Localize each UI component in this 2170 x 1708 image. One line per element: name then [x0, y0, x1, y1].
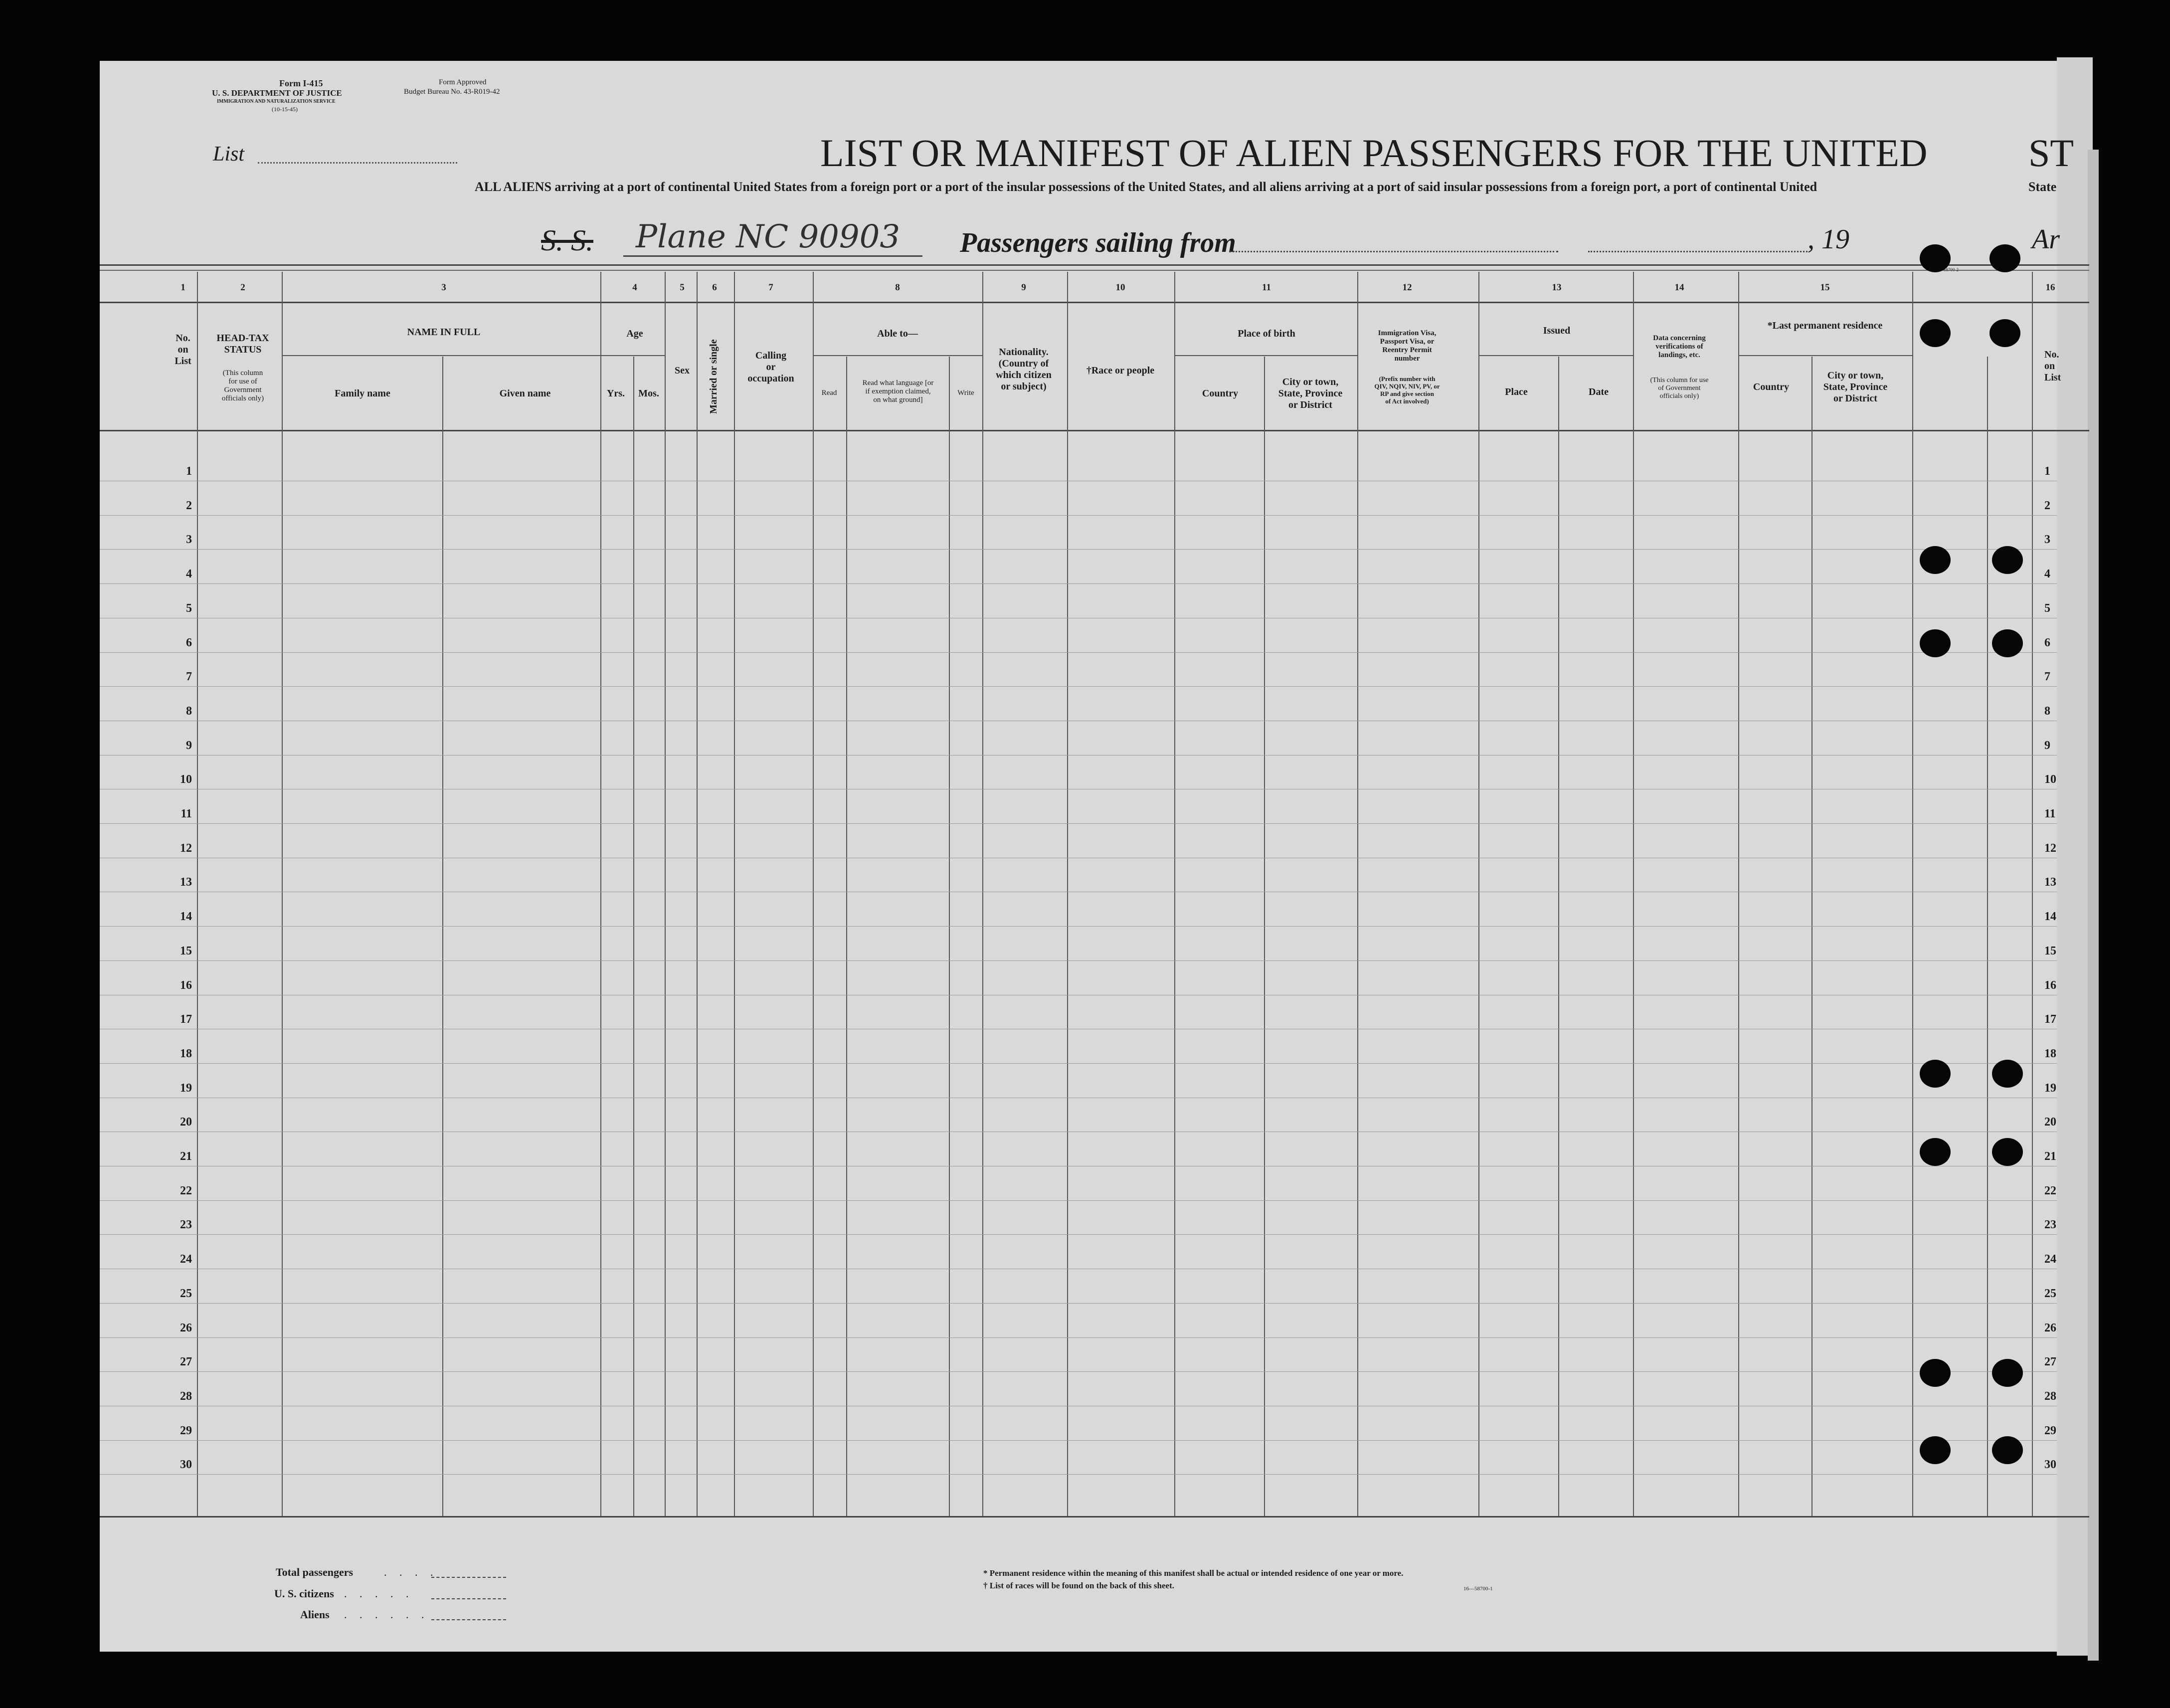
column-number: 16: [2045, 282, 2055, 293]
top-rule: [100, 264, 2089, 266]
table-row[interactable]: [197, 978, 2032, 1010]
column-number: 3: [441, 282, 446, 293]
subheader-rule: [813, 355, 982, 356]
table-row[interactable]: [197, 738, 2032, 770]
row-number: 20: [180, 1116, 192, 1129]
column-number: 15: [1820, 282, 1830, 293]
header-married: Married or single: [708, 339, 719, 414]
vessel-underline: [623, 255, 922, 257]
citizens-dots: . . . . .: [344, 1587, 414, 1600]
table-row[interactable]: [197, 772, 2032, 804]
row-number-right: 20: [2044, 1116, 2056, 1129]
row-number: 7: [186, 670, 192, 683]
table-row[interactable]: [197, 875, 2032, 907]
table-row[interactable]: [197, 567, 2032, 599]
table-row[interactable]: [197, 806, 2032, 839]
column-number: 4: [632, 282, 637, 293]
row-number-right: 14: [2044, 910, 2056, 923]
column-number: 13: [1552, 282, 1562, 293]
manifest-title: LIST OR MANIFEST OF ALIEN PASSENGERS FOR THE UNITED: [820, 131, 1928, 175]
note-residence: * Permanent residence within the meaning of this manifest shall be actual or intended residence of one year or more.: [983, 1568, 1404, 1578]
vessel-prefix: S. S.: [541, 224, 593, 257]
top-rule-2: [100, 270, 2089, 271]
header-visa-note: (Prefix number with QIV, NQIV, NIV, PV, or RP and give section of Act involved): [1374, 375, 1440, 405]
row-number-right: 3: [2044, 533, 2050, 546]
table-row[interactable]: [197, 1354, 2032, 1387]
row-number: 27: [180, 1355, 192, 1368]
row-number-right: 6: [2044, 636, 2050, 649]
row-number: 10: [180, 773, 192, 786]
row-number-right: 15: [2044, 945, 2056, 957]
header-head-tax: HEAD-TAX STATUS: [216, 333, 269, 355]
row-number-right: 22: [2044, 1184, 2056, 1197]
row-number: 15: [180, 945, 192, 957]
table-row[interactable]: [197, 944, 2032, 976]
header-given-name: Given name: [499, 388, 551, 399]
list-label: List: [213, 143, 245, 166]
column-number: 2: [240, 282, 245, 293]
row-number-right: 1: [2044, 465, 2050, 478]
column-number: 10: [1115, 282, 1125, 293]
header-last-residence: *Last permanent residence: [1767, 320, 1883, 331]
table-row[interactable]: [197, 635, 2032, 668]
column-number: 11: [1262, 282, 1271, 293]
subheader-rule: [1174, 355, 1357, 356]
header-age-yrs: Yrs.: [606, 388, 625, 399]
header-name-in-full: NAME IN FULL: [407, 327, 481, 338]
row-number-right: 19: [2044, 1082, 2056, 1095]
row-number: 19: [180, 1082, 192, 1095]
header-family-name: Family name: [335, 388, 390, 399]
row-number: 13: [180, 876, 192, 889]
row-number-right: 25: [2044, 1287, 2056, 1300]
row-number-right: 12: [2044, 842, 2056, 855]
row-number: 26: [180, 1322, 192, 1334]
header-pob-country: Country: [1202, 388, 1239, 399]
row-number-right: 16: [2044, 979, 2056, 992]
column-number: 9: [1021, 282, 1026, 293]
header-lr-city: City or town, State, Province or District: [1823, 370, 1888, 404]
column-number: 7: [768, 282, 773, 293]
print-code-bottom: 16—58700-1: [1463, 1586, 1493, 1592]
header-age: Age: [626, 328, 643, 339]
binder-hole: [1989, 244, 2020, 272]
header-rule: [100, 302, 2089, 303]
table-row[interactable]: [197, 1389, 2032, 1421]
instructions-continued: State: [2028, 180, 2057, 194]
row-number-right: 17: [2044, 1013, 2056, 1026]
row-number-right: 27: [2044, 1355, 2056, 1368]
budget-number: Budget Bureau No. 43-R019-42: [404, 88, 500, 96]
us-citizens-field[interactable]: [431, 1598, 506, 1599]
header-nationality: Nationality. (Country of which citizen or subject): [996, 347, 1052, 392]
header-write: Write: [957, 389, 974, 397]
row-number: 12: [180, 842, 192, 855]
row-number-right: 11: [2044, 807, 2056, 820]
aliens-field[interactable]: [431, 1619, 506, 1620]
header-issued: Issued: [1543, 325, 1571, 336]
header-race: †Race or people: [1086, 365, 1155, 376]
row-number-right: 8: [2044, 705, 2050, 718]
sailing-date-field[interactable]: [1588, 251, 1808, 252]
header-issued-date: Date: [1589, 386, 1609, 397]
row-number: 5: [186, 602, 192, 615]
row-number-right: 13: [2044, 876, 2056, 889]
row-number-right: 9: [2044, 739, 2050, 752]
binder-hole: [1992, 1359, 2023, 1387]
binder-hole: [1992, 1060, 2023, 1088]
manifest-title-continued: ST: [2028, 131, 2074, 175]
column-divider: [2032, 272, 2033, 1516]
header-bottom-rule: [100, 430, 2089, 431]
page-edge: [2088, 150, 2099, 1661]
column-number: 6: [712, 282, 717, 293]
subheader-rule: [282, 355, 600, 356]
row-number: 25: [180, 1287, 192, 1300]
row-number: 28: [180, 1390, 192, 1403]
row-number-right: 28: [2044, 1390, 2056, 1403]
row-number: 1: [186, 465, 192, 478]
binder-hole: [1992, 546, 2023, 574]
year-label: , 19: [1808, 224, 1849, 255]
subheader-rule: [1738, 355, 1912, 356]
header-data-note: (This column for use of Government officials only): [1650, 377, 1709, 400]
column-number: 5: [680, 282, 685, 293]
table-bottom-rule: [100, 1516, 2089, 1518]
row-number: 8: [186, 705, 192, 718]
row-number: 6: [186, 636, 192, 649]
table-row[interactable]: [197, 1115, 2032, 1147]
vessel-handwritten: Plane NC 90903: [636, 218, 901, 255]
row-number: 3: [186, 533, 192, 546]
header-age-mos: Mos.: [638, 388, 659, 399]
binder-hole: [1992, 1138, 2023, 1166]
row-number-right: 24: [2044, 1253, 2056, 1266]
total-passengers-field[interactable]: [431, 1577, 506, 1578]
header-calling: Calling or occupation: [747, 350, 794, 384]
row-number-right: 10: [2044, 773, 2056, 786]
instructions: ALL ALIENS arriving at a port of continental United States from a foreign port or a port of the insular possessions of the United States, and all aliens arriving at a port of said insular possessions from a foreign port, a port of continental United: [475, 180, 1817, 194]
table-row[interactable]: [197, 1081, 2032, 1113]
row-number-right: 2: [2044, 499, 2050, 512]
row-number: 11: [181, 807, 192, 820]
row-number: 14: [180, 910, 192, 923]
row-number-right: 30: [2044, 1458, 2056, 1471]
row-number-right: 23: [2044, 1218, 2056, 1231]
binder-hole: [1992, 629, 2023, 657]
row-number: 23: [180, 1218, 192, 1231]
row-number: 9: [186, 739, 192, 752]
binder-hole: [1992, 1436, 2023, 1464]
header-issued-place: Place: [1505, 386, 1528, 397]
department-label: U. S. DEPARTMENT OF JUSTICE: [212, 88, 342, 98]
total-passengers-label: Total passengers: [276, 1566, 354, 1578]
header-place-of-birth: Place of birth: [1238, 328, 1295, 339]
row-number: 24: [180, 1253, 192, 1266]
row-number-right: 26: [2044, 1322, 2056, 1334]
row-number-right: 4: [2044, 568, 2050, 580]
table-row[interactable]: [197, 1457, 2032, 1490]
sailing-from-field[interactable]: [1229, 251, 1558, 252]
table-row[interactable]: [197, 1183, 2032, 1216]
table-row[interactable]: [197, 704, 2032, 736]
header-right-no-on-list: No. on List: [2044, 349, 2061, 383]
column-number: 14: [1674, 282, 1684, 293]
table-row[interactable]: [197, 464, 2032, 496]
table-row[interactable]: [197, 1321, 2032, 1353]
subheader-rule: [600, 355, 665, 356]
row-number: 17: [180, 1013, 192, 1026]
header-pob-city: City or town, State, Province or District: [1278, 377, 1343, 410]
service-label: IMMIGRATION AND NATURALIZATION SERVICE: [217, 99, 336, 104]
table-row[interactable]: [197, 669, 2032, 702]
table-row[interactable]: [197, 1046, 2032, 1079]
row-number: 18: [180, 1047, 192, 1060]
binder-hole: [1920, 319, 1951, 347]
binder-hole: [1920, 244, 1951, 272]
list-number-field[interactable]: [258, 162, 457, 164]
binder-hole: [1920, 629, 1951, 657]
binder-hole: [1920, 1060, 1951, 1088]
header-read-language: Read what language [or if exemption claimed, on what ground]: [862, 379, 934, 404]
binder-hole: [1920, 1359, 1951, 1387]
subheader-rule: [1478, 355, 1633, 356]
header-lr-country: Country: [1753, 381, 1790, 392]
binder-hole: [1989, 319, 2020, 347]
sailing-label: Passengers sailing from: [960, 227, 1236, 258]
table-row[interactable]: [197, 1217, 2032, 1250]
table-row[interactable]: [197, 1012, 2032, 1044]
table-row[interactable]: [197, 1149, 2032, 1181]
row-number-right: 7: [2044, 670, 2050, 683]
row-number: 29: [180, 1424, 192, 1437]
table-row[interactable]: [197, 498, 2032, 531]
row-number: 21: [180, 1150, 192, 1163]
row-number: 2: [186, 499, 192, 512]
binder-hole: [1920, 1138, 1951, 1166]
row-number-right: 5: [2044, 602, 2050, 615]
column-number: 12: [1402, 282, 1412, 293]
form-number: Form I-415: [279, 78, 323, 88]
column-number: 8: [895, 282, 900, 293]
row-number: 4: [186, 568, 192, 580]
table-row[interactable]: [197, 601, 2032, 633]
approval-label: Form Approved: [439, 78, 487, 86]
aliens-label: Aliens: [300, 1608, 330, 1621]
table-row[interactable]: [197, 841, 2032, 873]
note-races: † List of races will be found on the back of this sheet.: [983, 1581, 1174, 1590]
row-number: 16: [180, 979, 192, 992]
header-read: Read: [821, 389, 837, 397]
table-row[interactable]: [197, 1286, 2032, 1319]
header-no-on-list: No. on List: [175, 333, 191, 367]
aliens-dots: . . . . . .: [344, 1608, 429, 1621]
table-row[interactable]: [197, 1252, 2032, 1284]
form-date: (10-15-45): [272, 106, 298, 113]
header-data-concerning: Data concerning verifications of landings, etc.: [1653, 334, 1706, 359]
row-number: 22: [180, 1184, 192, 1197]
table-row[interactable]: [197, 532, 2032, 565]
header-visa: Immigration Visa, Passport Visa, or Reentry Permit number: [1378, 329, 1437, 363]
arriving-label: Ar: [2032, 224, 2060, 255]
table-row[interactable]: [197, 1423, 2032, 1456]
header-head-tax-note: (This column for use of Government officials only): [221, 369, 264, 402]
header-able-to: Able to—: [877, 328, 918, 339]
header-sex: Sex: [675, 365, 690, 376]
row-number: 30: [180, 1458, 192, 1471]
binder-hole: [1920, 1436, 1951, 1464]
total-dots: . . . .: [384, 1566, 438, 1578]
column-number: 1: [181, 282, 185, 293]
row-number-right: 21: [2044, 1150, 2056, 1163]
row-number-right: 18: [2044, 1047, 2056, 1060]
table-row[interactable]: [197, 909, 2032, 942]
us-citizens-label: U. S. citizens: [274, 1587, 334, 1600]
row-number-right: 29: [2044, 1424, 2056, 1437]
binder-hole: [1920, 546, 1951, 574]
